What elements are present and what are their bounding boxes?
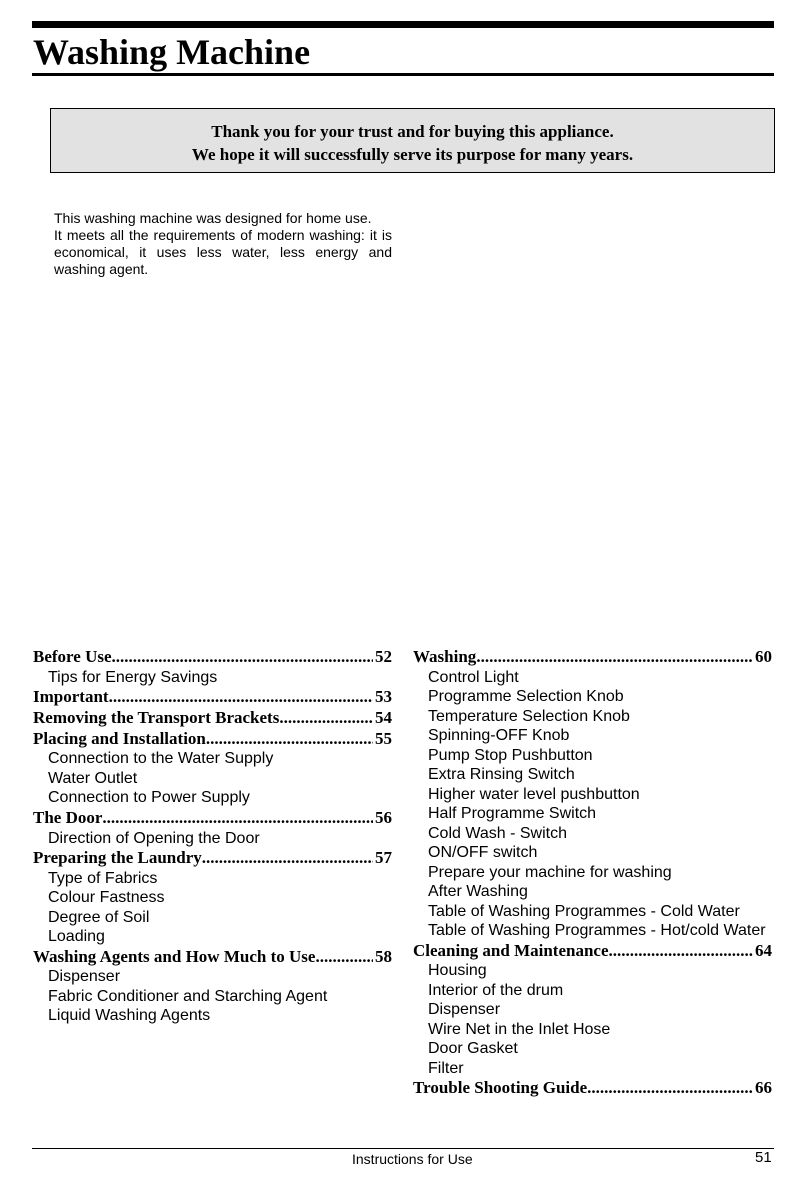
toc-section[interactable]: [33, 808, 392, 829]
toc-subitem[interactable]: Wire Net in the Inlet Hose: [428, 1020, 611, 1038]
toc-subitem[interactable]: Degree of Soil: [48, 908, 150, 926]
toc-subitem[interactable]: Tips for Energy Savings: [48, 668, 218, 686]
toc-section[interactable]: [33, 687, 392, 708]
toc-leader-dots: [206, 729, 373, 750]
toc-subitem[interactable]: ON/OFF switch: [428, 844, 538, 862]
toc-subitem[interactable]: Programme Selection Knob: [428, 688, 624, 706]
toc-section-title: Trouble Shooting Guide: [413, 1078, 588, 1098]
toc-subitem[interactable]: Half Programme Switch: [428, 805, 597, 823]
page-title: Washing Machine: [33, 32, 311, 72]
toc-section[interactable]: [33, 947, 392, 968]
toc-page-number: 64: [755, 940, 772, 960]
toc-leader-dots: [587, 1078, 753, 1099]
toc-page-number: 57: [375, 848, 392, 868]
toc-leader-dots: [102, 808, 373, 829]
toc-subitem[interactable]: Interior of the drum: [428, 981, 564, 999]
toc-page-number: 66: [755, 1078, 772, 1098]
toc-section-title: Cleaning and Maintenance: [413, 940, 609, 960]
toc-section-title: Before Use: [33, 647, 112, 666]
toc-page-number: 56: [375, 807, 392, 827]
intro-paragraph-1: This washing machine was designed for home use.: [54, 210, 372, 226]
toc-page-number: 52: [375, 647, 392, 666]
toc-section[interactable]: [33, 848, 392, 869]
toc-page-number: 58: [375, 946, 392, 966]
toc-left-column: [33, 647, 392, 1026]
header-top-rule: [32, 21, 774, 28]
toc-section[interactable]: [33, 729, 392, 750]
footer-label: Instructions for Use: [352, 1151, 473, 1167]
page-number: 51: [755, 1149, 772, 1166]
toc-leader-dots: [109, 687, 373, 708]
toc-section-title: Placing and Installation: [33, 728, 206, 748]
toc-subitem[interactable]: Direction of Opening the Door: [48, 829, 260, 847]
toc-subitem[interactable]: Fabric Conditioner and Starching Agent: [48, 987, 328, 1005]
toc-subitem[interactable]: Prepare your machine for washing: [428, 863, 672, 881]
toc-subitem[interactable]: Type of Fabrics: [48, 869, 158, 887]
toc-subitem[interactable]: Control Light: [428, 668, 519, 686]
toc-section[interactable]: [33, 708, 392, 729]
toc-page-number: 55: [375, 728, 392, 748]
intro-paragraph-2: It meets all the requirements of modern washing: it is economical, it uses less water, less energy and washing agent.: [54, 227, 392, 277]
toc-subitem[interactable]: Temperature Selection Knob: [428, 707, 630, 725]
toc-subitem[interactable]: Extra Rinsing Switch: [428, 766, 575, 784]
toc-subitem[interactable]: Spinning-OFF Knob: [428, 727, 570, 745]
greeting-line-2: We hope it will successfully serve its purpose for many years.: [191, 145, 634, 164]
footer-rule: [32, 1148, 774, 1149]
toc-subitem[interactable]: Higher water level pushbutton: [428, 785, 640, 803]
toc-subitem[interactable]: Door Gasket: [428, 1040, 518, 1058]
toc-subitem[interactable]: Colour Fastness: [48, 889, 165, 907]
toc-leader-dots: [315, 947, 373, 968]
toc-subitem[interactable]: Table of Washing Programmes - Hot/cold Water: [428, 922, 766, 940]
greeting-line-1: Thank you for your trust and for buying this appliance.: [211, 122, 614, 141]
toc-subitem[interactable]: Connection to the Water Supply: [48, 750, 274, 768]
toc-leader-dots: [202, 848, 373, 869]
toc-subitem[interactable]: Loading: [48, 928, 105, 946]
toc-section[interactable]: [413, 1078, 772, 1099]
toc-subitem[interactable]: Pump Stop Pushbutton: [428, 746, 593, 764]
toc-section-title: Preparing the Laundry: [33, 848, 202, 868]
greeting-box: [50, 108, 775, 173]
toc-section-title: Removing the Transport Brackets: [33, 707, 280, 727]
toc-right-column: [413, 647, 772, 1099]
toc-subitem[interactable]: Liquid Washing Agents: [48, 1007, 211, 1025]
toc-leader-dots: [279, 708, 373, 729]
toc-section-title: Important: [33, 687, 109, 707]
toc-subitem[interactable]: After Washing: [428, 883, 528, 901]
header-bottom-rule: [32, 73, 774, 76]
toc-section[interactable]: [413, 647, 772, 668]
toc-subitem[interactable]: Dispenser: [428, 1001, 501, 1019]
intro-text: [54, 210, 392, 278]
toc-section-title: The Door: [33, 807, 103, 827]
toc-page-number: 54: [375, 707, 392, 727]
toc-section[interactable]: [413, 941, 772, 962]
toc-subitem[interactable]: Cold Wash - Switch: [428, 824, 567, 842]
toc-leader-dots: [609, 941, 753, 962]
toc-subitem[interactable]: Filter: [428, 1059, 464, 1077]
toc-leader-dots: [112, 647, 373, 668]
toc-leader-dots: [476, 647, 753, 668]
toc-page-number: 53: [375, 687, 392, 707]
toc-section-title: Washing: [413, 647, 477, 666]
toc-subitem[interactable]: Connection to Power Supply: [48, 789, 250, 807]
toc-subitem[interactable]: Dispenser: [48, 968, 121, 986]
toc-subitem[interactable]: Table of Washing Programmes - Cold Water: [428, 902, 740, 920]
toc-subitem[interactable]: Water Outlet: [48, 769, 138, 787]
toc-section[interactable]: [33, 647, 392, 668]
toc-section-title: Washing Agents and How Much to Use: [33, 946, 316, 966]
toc-page-number: 60: [755, 647, 772, 666]
toc-subitem[interactable]: Housing: [428, 962, 487, 980]
